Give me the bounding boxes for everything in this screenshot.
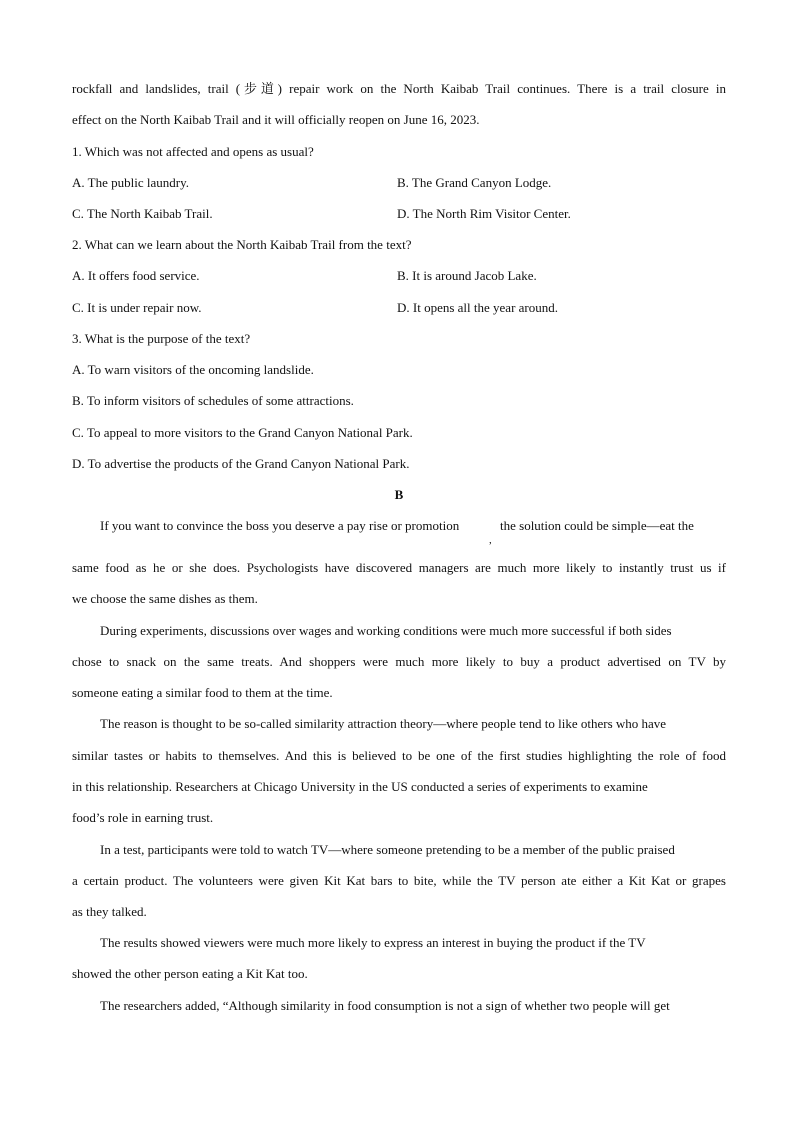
question-3-option-a: A. To warn visitors of the oncoming landslide. — [72, 362, 314, 377]
section-b-p2-line-2: chose to snack on the same treats. And shoppers were much more likely to buy a product advertised on TV by — [72, 654, 726, 669]
section-b-p3-line-3: in this relationship. Researchers at Chicago University in the US conducted a series of experiments to examine — [72, 779, 648, 794]
section-b-p3-line-1: The reason is thought to be so-called similarity attraction theory—where people tend to like others who have — [100, 716, 667, 731]
question-1-option-a: A. The public laundry. — [72, 175, 189, 190]
passage-a-line-1: rockfall and landslides, trail (步道) repair work on the North Kaibab Trail continues. There is a trail closure in — [72, 81, 726, 96]
section-b-p3-line-4: food’s role in earning trust. — [72, 810, 214, 825]
section-b-p1-line-2: same food as he or she does. Psychologists have discovered managers are much more likely to instantly trust us if — [72, 560, 726, 575]
passage-a-line-2: effect on the North Kaibab Trail and it will officially reopen on June 16, 2023. — [72, 112, 480, 127]
question-1-stem: 1. Which was not affected and opens as usual? — [72, 144, 314, 159]
section-b-p5-line-2: showed the other person eating a Kit Kat too. — [72, 966, 308, 981]
section-b-p1-comma: , — [489, 534, 492, 546]
question-1-option-d: D. The North Rim Visitor Center. — [397, 206, 571, 221]
question-2-stem: 2. What can we learn about the North Kaibab Trail from the text? — [72, 237, 412, 252]
section-b-heading: B — [394, 487, 404, 502]
question-2-option-c: C. It is under repair now. — [72, 300, 202, 315]
section-b-p4-line-3: as they talked. — [72, 904, 147, 919]
question-2-option-a: A. It offers food service. — [72, 268, 200, 283]
section-b-p1-line-1b: the solution could be simple—eat the — [500, 518, 694, 533]
section-b-p4-line-1: In a test, participants were told to watch TV—where someone pretending to be a member of the public praised — [100, 842, 675, 857]
question-2-option-d: D. It opens all the year around. — [397, 300, 559, 315]
section-b-p2-line-1: During experiments, discussions over wages and working conditions were much more successful if both sides — [100, 623, 672, 638]
section-b-p2-line-3: someone eating a similar food to them at the time. — [72, 685, 333, 700]
section-b-p1-line-1a: If you want to convince the boss you deserve a pay rise or promotion — [100, 518, 460, 533]
question-1-option-c: C. The North Kaibab Trail. — [72, 206, 213, 221]
question-3-stem: 3. What is the purpose of the text? — [72, 331, 251, 346]
section-b-p3-line-2: similar tastes or habits to themselves. And this is believed to be one of the first studies highlighting the role of food — [72, 748, 726, 763]
section-b-p5-line-1: The results showed viewers were much more likely to express an interest in buying the product if the TV — [100, 935, 646, 950]
question-2-option-b: B. It is around Jacob Lake. — [397, 268, 537, 283]
question-3-option-c: C. To appeal to more visitors to the Grand Canyon National Park. — [72, 425, 413, 440]
section-b-p4-line-2: a certain product. The volunteers were given Kit Kat bars to bite, while the TV person ate either a Kit Kat or grapes — [72, 873, 726, 888]
section-b-p1-line-3: we choose the same dishes as them. — [72, 591, 258, 606]
question-3-option-b: B. To inform visitors of schedules of some attractions. — [72, 393, 354, 408]
question-3-option-d: D. To advertise the products of the Grand Canyon National Park. — [72, 456, 410, 471]
section-b-p6-line-1: The researchers added, “Although similarity in food consumption is not a sign of whether two people will get — [100, 998, 670, 1013]
question-1-option-b: B. The Grand Canyon Lodge. — [397, 175, 552, 190]
